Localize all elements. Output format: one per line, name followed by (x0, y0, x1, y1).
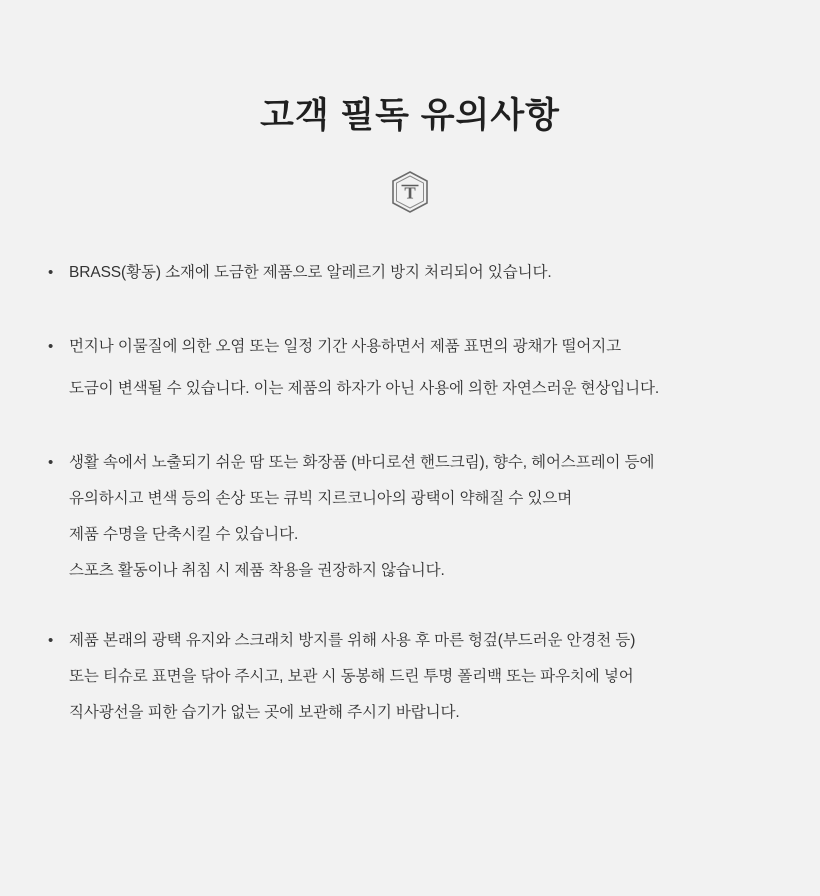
page-title: 고객 필독 유의사항 (260, 96, 560, 135)
list-item (22, 450, 798, 584)
bullet-icon: • (48, 632, 54, 649)
list-item (22, 628, 798, 726)
bullet-icon: • (48, 454, 54, 471)
notice-text-line: BRASS(황동) 소재에 도금한 제품으로 알레르기 방지 처리되어 있습니다. (69, 264, 552, 281)
notice-text-line: 제품 본래의 광택 유지와 스크래치 방지를 위해 사용 후 마른 헝겊(부드러운 안경천 등) (69, 632, 636, 649)
notice-text-line: 또는 티슈로 표면을 닦아 주시고, 보관 시 동봉해 드린 투명 폴리백 또는 파우치에 넣어 (69, 668, 634, 685)
monogram-badge-icon (390, 170, 430, 214)
brand-logo (22, 170, 798, 214)
notice-text-line: 직사광선을 피한 습기가 없는 곳에 보관해 주시기 바랍니다. (69, 704, 460, 721)
notice-text-line: 스포츠 활동이나 취침 시 제품 착용을 권장하지 않습니다. (69, 562, 445, 579)
bullet-icon: • (48, 338, 54, 355)
notice-text-line: 생활 속에서 노출되기 쉬운 땀 또는 화장품 (바디로션 핸드크림), 향수, 헤어스프레이 등에 (69, 454, 655, 471)
notice-text-line: 유의하시고 변색 등의 손상 또는 큐빅 지르코니아의 광택이 약해질 수 있으며 (69, 490, 573, 507)
list-item (22, 260, 798, 286)
list-item (22, 334, 798, 402)
notice-text-line: 제품 수명을 단축시킬 수 있습니다. (69, 526, 299, 543)
notice-text-line: 먼지나 이물질에 의한 오염 또는 일정 기간 사용하면서 제품 표면의 광채가 떨어지고 (69, 338, 621, 355)
svg-text:T: T (404, 183, 416, 203)
notice-text-line: 도금이 변색될 수 있습니다. 이는 제품의 하자가 아닌 사용에 의한 자연스러운 현상입니다. (69, 380, 660, 397)
notice-list (22, 260, 798, 726)
bullet-icon: • (48, 264, 54, 281)
